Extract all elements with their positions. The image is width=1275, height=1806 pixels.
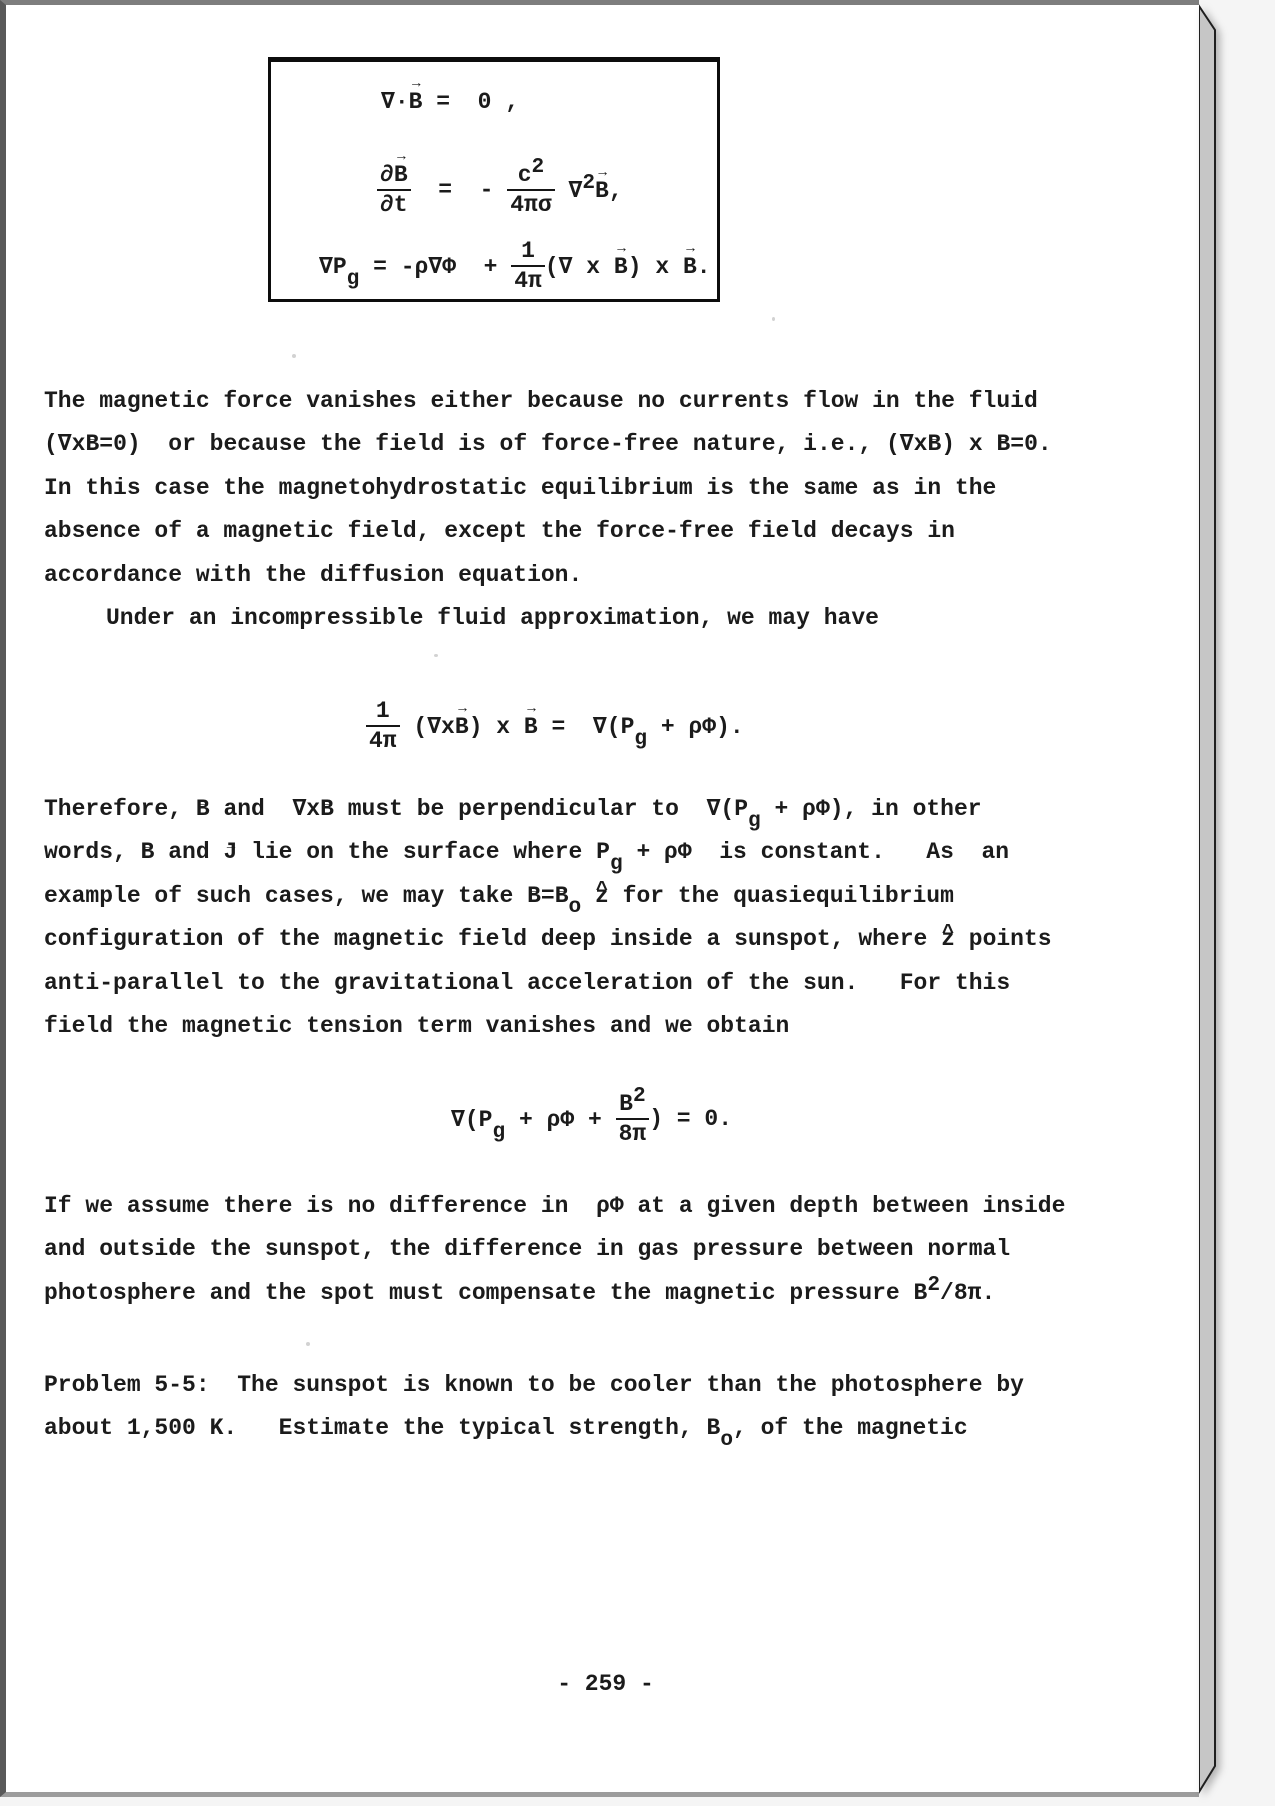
text-line: Problem 5-5: The sunspot is known to be cooler than the photosphere by <box>44 1372 1024 1398</box>
fraction: 1 4π <box>366 698 400 755</box>
text-line: accordance with the diffusion equation. <box>44 561 583 588</box>
eq-pressure-line: ∇Pg = -ρ∇Φ + $\frac{1}{4\pi}$ (∇ x → B) x → B. <box>319 238 711 295</box>
text-line: (∇x→ B=0) or because the field is of force-free nature, i.e., (∇x→ B) x → B=0. <box>44 423 1052 466</box>
paragraph-problem-5-5 <box>44 1364 1024 1451</box>
text-line: about 1,500 K. Estimate the typical strength, Bo, of the magnetic <box>44 1415 968 1452</box>
eq-induction-line: $\frac{\partial\to B}{\partial t}$ = - c2 4πσ ∇2→ B, <box>377 162 623 219</box>
text-line: example of such cases, we may take → B=→ Bo ^ z for the quasiequilibrium <box>44 875 1052 918</box>
text-line: absence of a magnetic field, except the force-free field decays in <box>44 518 955 545</box>
page-number: - 259 - <box>557 1671 654 1697</box>
fraction: $\frac{1}{4\pi}$ <box>511 238 545 295</box>
paragraph-magnetic-force <box>44 380 1052 597</box>
text-line: photosphere and the spot must compensate the magnetic pressure B2/8π. <box>44 1272 996 1306</box>
fraction: $\frac{B2}{8\pi}$ <box>616 1091 650 1148</box>
eq-incompressible: 1 4π (∇x→ B) x → B = ∇(Pg + ρΦ). <box>366 698 744 755</box>
text-line: Therefore, → B and ∇x→ B must be perpendicular to ∇(Pg + ρΦ), in other <box>44 788 1052 831</box>
text-line: configuration of the magnetic field deep inside a sunspot, where ^ z points <box>44 918 1052 961</box>
fraction: $\frac{\partial\to B}{\partial t}$ <box>377 162 411 219</box>
eq-sunspot-equilibrium: ∇(Pg + ρΦ + $\frac{B2}{8\pi}$ ) = 0. <box>451 1084 733 1148</box>
text-line: If we assume there is no difference in ρΦ at a given depth between inside <box>44 1193 1066 1219</box>
text-line: In this case the magnetohydrostatic equilibrium is the same as in the <box>44 474 997 501</box>
scan-speck <box>306 1342 310 1346</box>
text-line: anti-parallel to the gravitational acceleration of the sun. For this <box>44 969 1011 996</box>
eq-divergence-line <box>381 88 519 115</box>
paragraph-gas-pressure <box>44 1185 1065 1315</box>
text-line: Under an incompressible fluid approximation, we may have <box>106 605 879 631</box>
scan-speck <box>434 654 438 657</box>
paragraph-incompressible-intro <box>106 597 879 640</box>
text-line: field the magnetic tension term vanishes and we obtain <box>44 1012 790 1039</box>
page-edge-shadow <box>1199 0 1275 1806</box>
text-line: and outside the sunspot, the difference in gas pressure between normal <box>44 1236 1011 1263</box>
text-line: The magnetic force vanishes either because no currents flow in the fluid <box>44 388 1038 414</box>
scan-speck <box>772 317 775 321</box>
paragraph-perpendicular <box>44 788 1052 1048</box>
eq-divergence: ∇·→ B = 0 , <box>381 88 519 115</box>
text-line: words, → B and → J lie on the surface where Pg + ρΦ is constant. As an <box>44 831 1052 874</box>
scan-speck <box>292 354 296 358</box>
equation-box <box>268 57 720 302</box>
fraction: c2 4πσ <box>507 162 554 219</box>
